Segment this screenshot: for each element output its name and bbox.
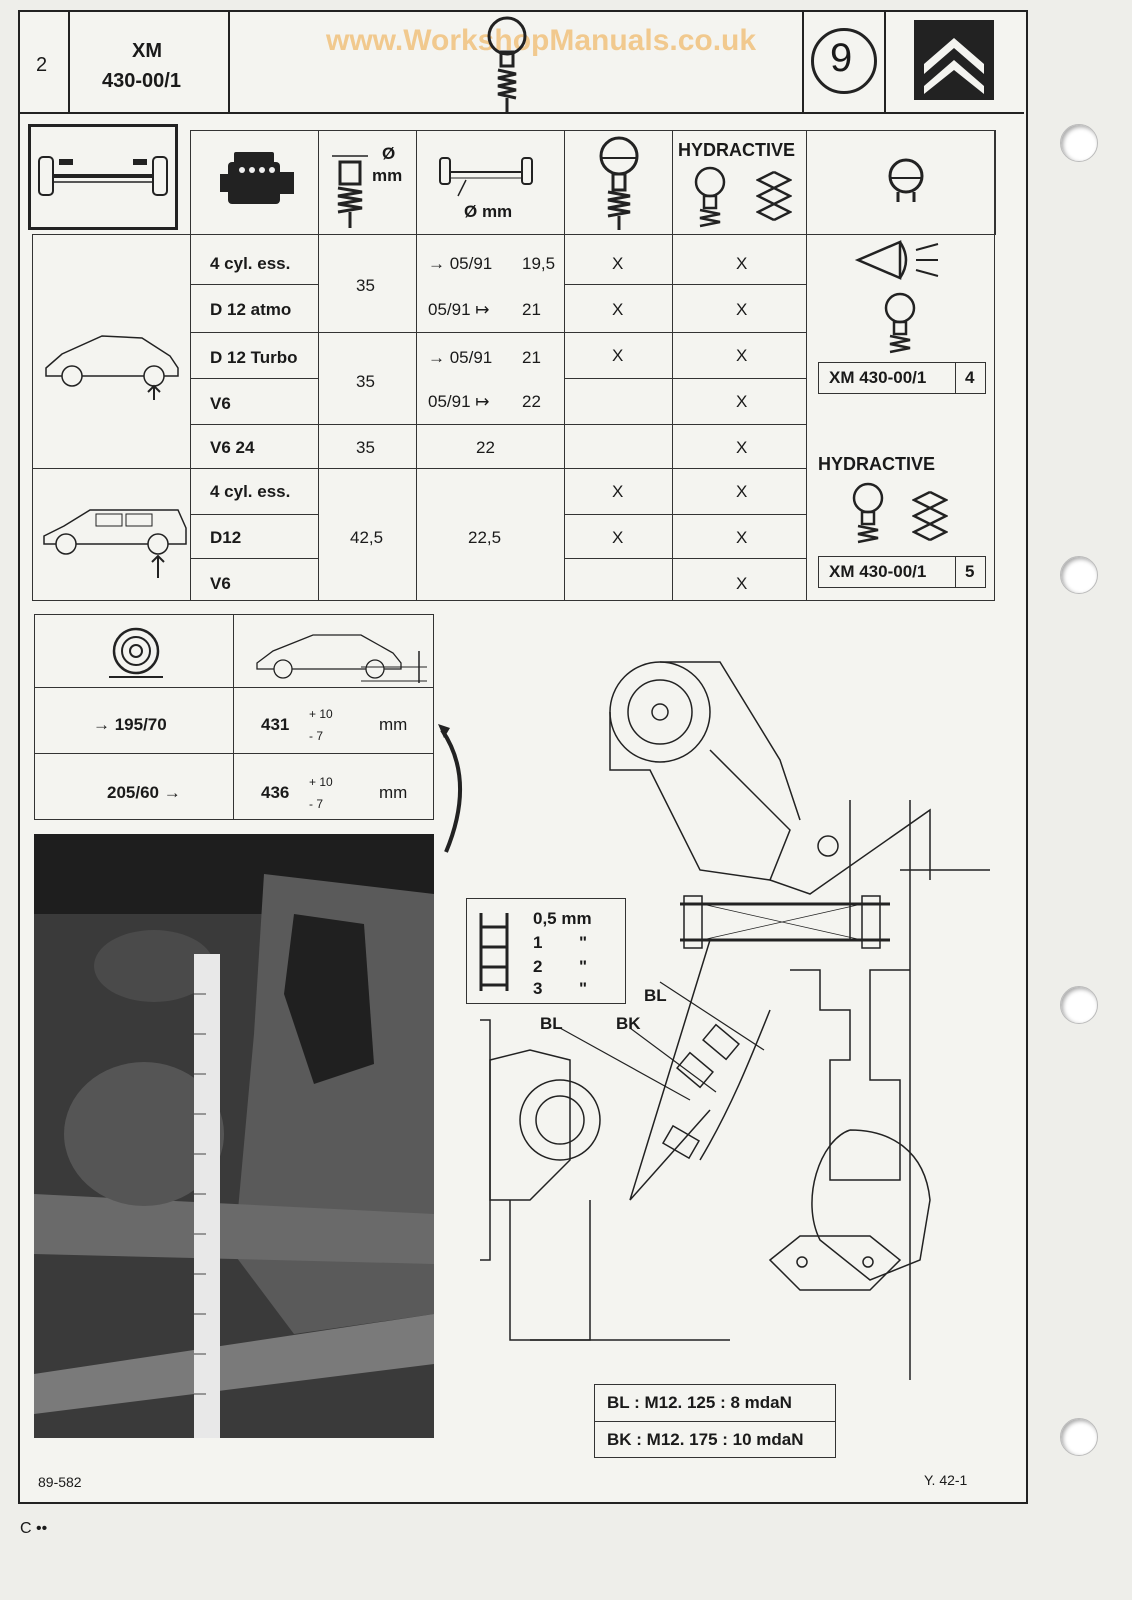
punch-hole bbox=[1060, 556, 1098, 594]
sphere-strut-icon bbox=[596, 134, 642, 230]
hydractive-spring-icon-2 bbox=[912, 488, 948, 544]
mark-cell: X bbox=[736, 300, 748, 319]
measurement-photo bbox=[34, 834, 434, 1438]
diameter-cell: 35 bbox=[356, 372, 375, 391]
spec-table bbox=[190, 130, 996, 235]
bar-diameter-cell: 22 bbox=[522, 392, 541, 411]
engine-cell: V6 bbox=[210, 394, 231, 413]
engine-cell: D12 bbox=[210, 528, 242, 547]
mark-cell: X bbox=[612, 300, 624, 319]
callout-bl: BL bbox=[540, 1014, 563, 1033]
reference-number: 4 bbox=[965, 368, 975, 387]
anti-roll-bar-icon bbox=[436, 150, 536, 200]
mark-cell: X bbox=[736, 482, 748, 501]
date-range: 05/91 ↦ bbox=[428, 300, 490, 319]
punch-hole bbox=[1060, 986, 1098, 1024]
page-reference: Y. 42-1 bbox=[924, 1472, 968, 1488]
engine-cell: 4 cyl. ess. bbox=[210, 254, 291, 273]
date-range: 05/91 ↦ bbox=[428, 392, 490, 411]
reference-box-1 bbox=[818, 362, 986, 394]
model-code: 430-00/1 bbox=[102, 70, 181, 92]
hydractive-sphere-icon bbox=[690, 166, 730, 232]
ride-height-value: 431 bbox=[261, 715, 290, 734]
bar-diameter-cell: 22 bbox=[476, 438, 495, 457]
reference-box-2 bbox=[818, 556, 986, 588]
diameter-cell: 35 bbox=[356, 438, 375, 457]
shock-absorber-icon bbox=[484, 14, 530, 112]
section-number: 9 bbox=[830, 36, 853, 80]
date-range: → 05/91 bbox=[428, 348, 493, 367]
torque-specs bbox=[594, 1384, 836, 1458]
page-number: 2 bbox=[36, 54, 48, 76]
date-range: → 05/91 bbox=[428, 254, 493, 273]
corrector-sphere-icon bbox=[880, 292, 920, 358]
mark-cell: X bbox=[612, 482, 624, 501]
diameter-label: Ø bbox=[382, 144, 396, 163]
callout-bk: BK bbox=[616, 1014, 641, 1033]
shim-value: 3 bbox=[533, 979, 543, 998]
reference-code: XM 430-00/1 bbox=[829, 562, 927, 581]
rear-axle-box bbox=[28, 124, 178, 230]
shim-ditto: " bbox=[579, 979, 588, 998]
engine-icon bbox=[218, 148, 296, 214]
mark-cell: X bbox=[612, 528, 624, 547]
mark-cell: X bbox=[736, 392, 748, 411]
tyre-size: → 195/70 bbox=[93, 715, 167, 734]
estate-car-icon bbox=[40, 504, 190, 580]
chevron-logo-icon bbox=[914, 20, 994, 100]
tolerance-minus: - 7 bbox=[309, 797, 324, 811]
ride-height-value: 436 bbox=[261, 783, 290, 802]
hydractive-sphere-icon-2 bbox=[848, 482, 888, 548]
bushing-clamp-icon bbox=[882, 156, 930, 204]
shim-ditto: " bbox=[579, 933, 588, 952]
shim-value: 2 bbox=[533, 957, 543, 976]
bar-diameter-cell: 21 bbox=[522, 348, 541, 367]
diameter-cell: 35 bbox=[356, 276, 375, 295]
corner-mark: C •• bbox=[20, 1520, 48, 1537]
bar-diameter-cell: 19,5 bbox=[522, 254, 556, 273]
mark-cell: X bbox=[736, 574, 748, 593]
diameter-unit: mm bbox=[372, 166, 403, 185]
mark-cell: X bbox=[612, 346, 624, 365]
hydractive-spring-icon bbox=[756, 168, 792, 224]
saloon-car-icon bbox=[42, 328, 182, 402]
reference-code: XM 430-00/1 bbox=[829, 368, 927, 387]
photo-reference: 89-582 bbox=[38, 1474, 82, 1490]
shim-ditto: " bbox=[579, 957, 588, 976]
wheel-icon bbox=[109, 625, 163, 681]
headlamp-icon bbox=[854, 238, 942, 284]
punch-hole bbox=[1060, 1418, 1098, 1456]
reference-number: 5 bbox=[965, 562, 975, 581]
engine-cell: D 12 Turbo bbox=[210, 348, 298, 367]
rear-arm-section-drawing bbox=[470, 640, 990, 1380]
rear-axle-icon bbox=[31, 127, 175, 227]
tyre-size: 205/60 → bbox=[107, 783, 181, 802]
punch-hole bbox=[1060, 124, 1098, 162]
unit: mm bbox=[379, 715, 408, 734]
diameter-cell: 42,5 bbox=[350, 528, 384, 547]
bar-diameter-cell: 22,5 bbox=[468, 528, 502, 547]
shim-value: 0,5 mm bbox=[533, 909, 592, 928]
bar-diameter-cell: 21 bbox=[522, 300, 541, 319]
unit: mm bbox=[379, 783, 408, 802]
torque-bk: BK : M12. 175 : 10 mdaN bbox=[607, 1430, 804, 1449]
shim-value: 1 bbox=[533, 933, 543, 952]
tolerance-minus: - 7 bbox=[309, 729, 324, 743]
mark-cell: X bbox=[736, 438, 748, 457]
hydractive-label: HYDRACTIVE bbox=[678, 140, 796, 160]
engine-cell: 4 cyl. ess. bbox=[210, 482, 291, 501]
mark-cell: X bbox=[736, 346, 748, 365]
header bbox=[18, 10, 1024, 114]
mark-cell: X bbox=[612, 254, 624, 273]
tolerance-plus: + 10 bbox=[309, 707, 333, 721]
citroen-logo bbox=[914, 20, 994, 100]
tolerance-plus: + 10 bbox=[309, 775, 333, 789]
torque-bl: BL : M12. 125 : 8 mdaN bbox=[607, 1393, 792, 1412]
hydractive-label-2: HYDRACTIVE bbox=[818, 454, 936, 474]
callout-bl: BL bbox=[644, 986, 667, 1005]
engine-cell: V6 bbox=[210, 574, 231, 593]
model-name: XM bbox=[132, 40, 162, 62]
watermark: www.WorkshopManuals.co.uk bbox=[326, 24, 757, 57]
ride-height-car-icon bbox=[251, 627, 429, 683]
bar-diameter-label: Ø mm bbox=[464, 202, 513, 221]
mark-cell: X bbox=[736, 528, 748, 547]
engine-cell: D 12 atmo bbox=[210, 300, 292, 319]
bushing-diameter-icon bbox=[330, 142, 370, 232]
engine-cell: V6 24 bbox=[210, 438, 255, 457]
mark-cell: X bbox=[736, 254, 748, 273]
ride-height-table bbox=[34, 614, 434, 820]
